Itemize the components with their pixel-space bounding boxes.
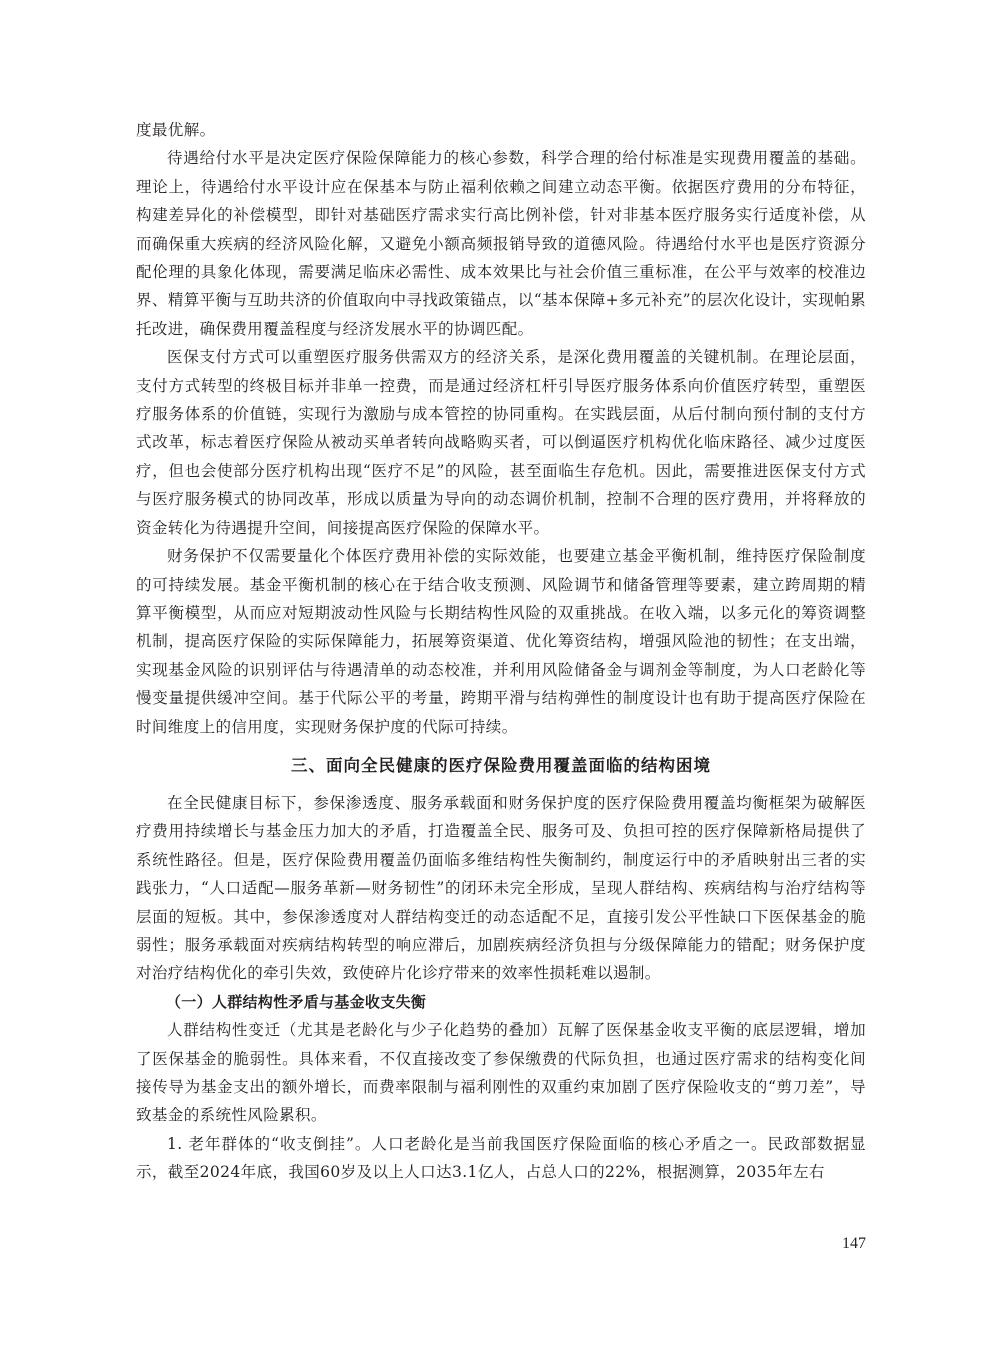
paragraph-benefit-level: 待遇给付水平是决定医疗保险保障能力的核心参数，科学合理的给付标准是实现费用覆盖的基础。理论上，待遇给付水平设计应在保基本与防止福利依赖之间建立动态平衡。依据医疗费用的分布特征，构建差异化的补偿模型，即针对基础医疗需求实行高比例补偿，针对非基本医疗服务实行适度补偿，从而确保重大疾病的经济风险化解，又避免小额高频报销导致的道德风险。待遇给付水平也是医疗资源分配伦理的具象化体现，需要满足临床必需性、成本效果比与社会价值三重标准，在公平与效率的校准边界、精算平衡与互助共济的价值取向中寻找政策锚点，以“基本保障+多元补充”的层次化设计，实现帕累托改进，确保费用覆盖程度与经济发展水平的协调匹配。 (136, 149, 866, 338)
paragraph-population-structure: 人群结构性变迁（尤其是老龄化与少子化趋势的叠加）瓦解了医保基金收支平衡的底层逻辑，增加了医保基金的脆弱性。具体来看，不仅直接改变了参保缴费的代际负担，也通过医疗需求的结构变化间接传导为基金支出的额外增长，而费率限制与福利刚性的双重约束加剧了医疗保险收支的“剪刀差”，导致基金的系统性风险累积。 (136, 1021, 866, 1125)
article-body (136, 116, 866, 1187)
subsection-title: （一）人群结构性矛盾与基金收支失衡 (166, 992, 427, 1011)
paragraph-elderly-imbalance: 1. 老年群体的“收支倒挂”。人口老龄化是当前我国医疗保险面临的核心矛盾之一。民政部数据显示，截至2024年底，我国60岁及以上人口达3.1亿人，占总人口的22%，根据测算，2035年左右 (136, 1134, 866, 1182)
paragraph-continuation: 度最优解。 (136, 121, 216, 139)
paragraph-section-intro: 在全民健康目标下，参保渗透度、服务承载面和财务保护度的医疗保险费用覆盖均衡框架为破解医疗费用持续增长与基金压力加大的矛盾，打造覆盖全民、服务可及、负担可控的医疗保障新格局提供了系统性路径。但是，医疗保险费用覆盖仍面临多维结构性失衡制约，制度运行中的矛盾映射出三者的实践张力，“人口适配—服务革新—财务韧性”的闭环未完全形成，呈现人群结构、疾病结构与治疗结构等层面的短板。其中，参保渗透度对人群结构变迁的动态适配不足，直接引发公平性缺口下医保基金的脆弱性；服务承载面对疾病结构转型的响应滞后，加剧疾病经济负担与分级保障能力的错配；财务保护度对治疗结构优化的牵引失效，致使碎片化诊疗带来的效率性损耗难以遏制。 (136, 793, 866, 983)
paragraph-payment-method: 医保支付方式可以重塑医疗服务供需双方的经济关系，是深化费用覆盖的关键机制。在理论层面，支付方式转型的终极目标并非单一控费，而是通过经济杠杆引导医疗服务体系向价值医疗转型，重塑医疗服务体系的价值链，实现行为激励与成本管控的协同重构。在实践层面，从后付制向预付制的支付方式改革，标志着医疗保险从被动买单者转向战略购买者，可以倒逼医疗机构优化临床路径、减少过度医疗，但也会使部分医疗机构出现“医疗不足”的风险，甚至面临生存危机。因此，需要推进医保支付方式与医疗服务模式的协同改革，形成以质量为导向的动态调价机制，控制不合理的医疗费用，并将释放的资金转化为待遇提升空间，间接提高医疗保险的保障水平。 (136, 348, 866, 537)
paragraph-financial-protection: 财务保护不仅需要量化个体医疗费用补偿的实际效能，也要建立基金平衡机制，维持医疗保险制度的可持续发展。基金平衡机制的核心在于结合收支预测、风险调节和储备管理等要素，建立跨周期的精算平衡模型，从而应对短期波动性风险与长期结构性风险的双重挑战。在收入端，以多元化的筹资调整机制，提高医疗保险的实际保障能力，拓展筹资渠道、优化筹资结构，增强风险池的韧性；在支出端，实现基金风险的识别评估与待遇清单的动态校准，并利用风险储备金与调剂金等制度，为人口老龄化等慢变量提供缓冲空间。基于代际公平的考量，跨期平滑与结构弹性的制度设计也有助于提高医疗保险在时间维度上的信用度，实现财务保护度的代际可持续。 (136, 547, 866, 736)
page-number: 147 (842, 1235, 866, 1252)
section-title: 三、面向全民健康的医疗保险费用覆盖面临的结构困境 (291, 755, 711, 775)
